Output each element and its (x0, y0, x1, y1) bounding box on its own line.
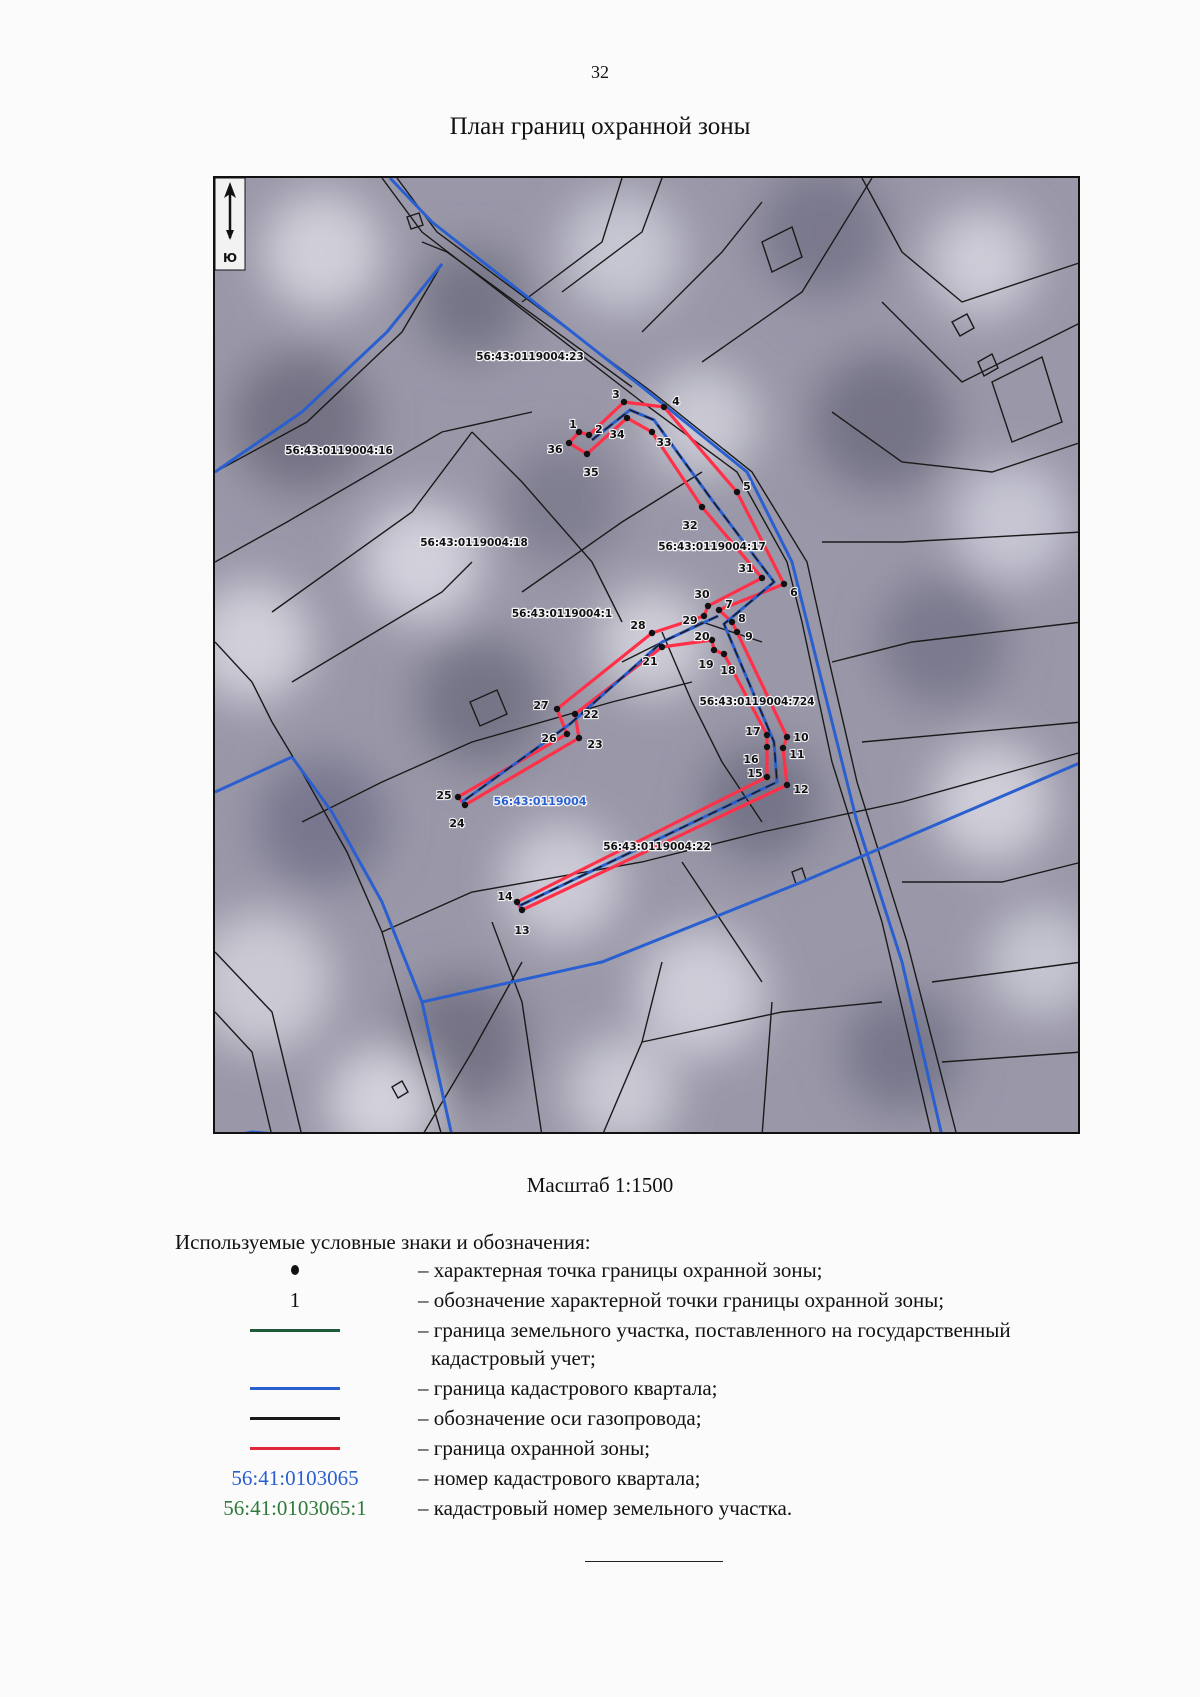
characteristic-point-19 (711, 647, 717, 653)
point-label-33: 33 (656, 436, 672, 449)
characteristic-point-16 (764, 744, 770, 750)
point-label-9: 9 (745, 630, 753, 643)
legend-description: – граница охранной зоны; (418, 1436, 651, 1460)
characteristic-point-30 (705, 603, 711, 609)
parcel-label: 56:43:0119004:16 (285, 445, 393, 457)
point-label-36: 36 (547, 443, 563, 456)
legend-description: – кадастровый номер земельного участка. (418, 1496, 793, 1520)
point-label-4: 4 (672, 395, 680, 408)
characteristic-point-34 (624, 415, 630, 421)
characteristic-point-18 (721, 651, 727, 657)
parcel-label: 56:43:0119004:724 (699, 696, 815, 708)
characteristic-point-23 (576, 735, 582, 741)
characteristic-point-27 (554, 706, 560, 712)
point-label-6: 6 (790, 586, 798, 599)
legend-description: – обозначение характерной точки границы охранной зоны; (418, 1288, 945, 1312)
page-number: 32 (591, 62, 609, 82)
point-label-15: 15 (747, 767, 763, 780)
characteristic-point-11 (780, 745, 786, 751)
characteristic-point-31 (759, 575, 765, 581)
legend-title: Используемые условные знаки и обозначения: (175, 1230, 591, 1254)
characteristic-point-25 (455, 794, 461, 800)
cadastral-quarter-label: 56:43:0119004 (493, 795, 587, 808)
characteristic-point-35 (584, 451, 590, 457)
point-label-3: 3 (612, 388, 620, 401)
characteristic-point-29 (701, 613, 707, 619)
parcel-label: 56:43:0119004:1 (511, 608, 613, 620)
characteristic-point-3 (621, 399, 627, 405)
point-label-31: 31 (738, 562, 754, 575)
north-arrow-label: Ю (222, 251, 238, 265)
legend-symbol-text: 56:41:0103065:1 (223, 1495, 367, 1520)
parcel-label: 56:43:0119004:18 (420, 537, 528, 549)
point-label-18: 18 (720, 664, 736, 677)
legend-row (0, 1404, 1200, 1432)
characteristic-point-26 (564, 731, 570, 737)
point-label-7: 7 (725, 598, 733, 611)
characteristic-point-6 (781, 581, 787, 587)
legend-line-icon (200, 1434, 390, 1462)
legend-description: – граница кадастрового квартала; (418, 1376, 718, 1400)
characteristic-point-17 (764, 732, 770, 738)
characteristic-point-5 (734, 489, 740, 495)
point-label-26: 26 (541, 732, 557, 745)
end-rule (585, 1561, 723, 1562)
characteristic-point-15 (764, 774, 770, 780)
map-canvas[interactable] (215, 178, 1078, 1132)
point-label-12: 12 (793, 783, 809, 796)
legend-row (0, 1494, 1200, 1522)
characteristic-point-10 (784, 734, 790, 740)
page-title: План границ охранной зоны (449, 113, 751, 140)
characteristic-point-8 (729, 619, 735, 625)
point-label-10: 10 (793, 731, 809, 744)
characteristic-point-2 (586, 432, 592, 438)
characteristic-point-4 (661, 404, 667, 410)
point-label-8: 8 (738, 612, 746, 625)
legend-description: – граница земельного участка, поставленного на государственный (418, 1318, 1011, 1342)
point-label-27: 27 (533, 699, 549, 712)
characteristic-point-28 (649, 630, 655, 636)
legend-row (0, 1434, 1200, 1462)
point-label-34: 34 (609, 428, 625, 441)
characteristic-point-21 (659, 644, 665, 650)
characteristic-point-13 (519, 907, 525, 913)
characteristic-point-32 (699, 504, 705, 510)
point-label-17: 17 (745, 725, 761, 738)
point-label-25: 25 (436, 789, 452, 802)
characteristic-point-36 (566, 440, 572, 446)
point-label-35: 35 (583, 466, 599, 479)
legend-row (0, 1374, 1200, 1402)
legend-description: – характерная точка границы охранной зоны; (418, 1258, 823, 1282)
characteristic-point-22 (572, 711, 578, 717)
characteristic-point-9 (734, 629, 740, 635)
parcel-label: 56:43:0119004:22 (603, 841, 711, 853)
legend-line-icon (200, 1404, 390, 1432)
legend-row-continuation (0, 1344, 1200, 1372)
point-label-20: 20 (694, 630, 710, 643)
point-label-13: 13 (514, 924, 530, 937)
legend-row (0, 1464, 1200, 1492)
legend-symbol-text: 1 (289, 1287, 301, 1312)
legend-line-icon (200, 1316, 390, 1344)
point-label-19: 19 (698, 658, 714, 671)
legend-description: – номер кадастрового квартала; (418, 1466, 701, 1490)
point-label-28: 28 (630, 619, 646, 632)
legend-description: кадастровый учет; (431, 1346, 596, 1370)
parcel-label: 56:43:0119004:17 (658, 541, 766, 553)
map-scale: Масштаб 1:1500 (526, 1173, 674, 1197)
point-label-24: 24 (449, 817, 465, 830)
legend-description: – обозначение оси газопровода; (418, 1406, 702, 1430)
map-frame[interactable] (213, 176, 1080, 1134)
point-label-22: 22 (583, 708, 599, 721)
point-label-11: 11 (789, 748, 805, 761)
characteristic-point-12 (784, 782, 790, 788)
legend-row (0, 1256, 1200, 1284)
point-label-32: 32 (682, 519, 698, 532)
legend-row (0, 1316, 1200, 1344)
point-label-30: 30 (694, 588, 710, 601)
point-label-23: 23 (587, 738, 603, 751)
characteristic-point-24 (462, 802, 468, 808)
point-label-5: 5 (743, 480, 751, 493)
characteristic-point-20 (709, 637, 715, 643)
north-arrow (215, 178, 245, 270)
point-label-21: 21 (642, 655, 658, 668)
characteristic-point-7 (716, 607, 722, 613)
point-label-14: 14 (497, 890, 513, 903)
characteristic-point-14 (514, 899, 520, 905)
point-label-29: 29 (682, 614, 698, 627)
characteristic-point-33 (649, 429, 655, 435)
point-label-1: 1 (569, 418, 577, 431)
point-label-16: 16 (743, 753, 759, 766)
legend-line-icon (200, 1374, 390, 1402)
parcel-label: 56:43:0119004:23 (476, 351, 584, 363)
legend-row (0, 1286, 1200, 1314)
legend-symbol-text: 56:41:0103065 (231, 1465, 359, 1490)
point-label-2: 2 (595, 423, 603, 436)
legend-dot-icon (200, 1256, 390, 1284)
